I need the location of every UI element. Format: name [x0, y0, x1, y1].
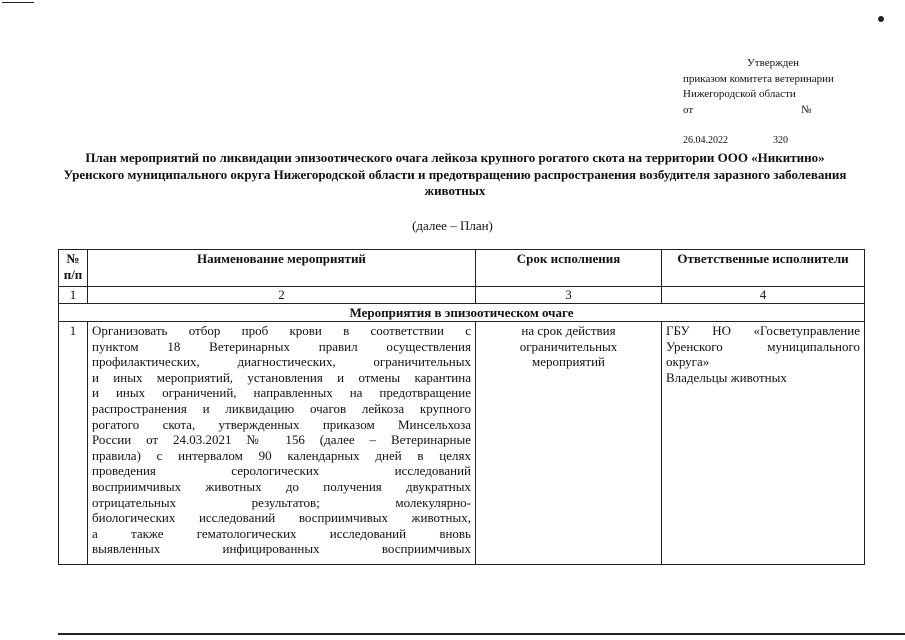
table-row	[59, 322, 865, 565]
scan-mark-top-right	[878, 16, 884, 22]
name-line: профилактических, диагностических, ограничительных	[92, 354, 471, 370]
table-header-row	[59, 250, 865, 287]
header-responsible: Ответственные исполнители	[662, 250, 865, 287]
name-line: а также гематологических исследований вновь	[92, 525, 471, 541]
approval-from-label: от	[683, 103, 694, 116]
name-line: восприимчивых животных до получения двукратных	[92, 478, 471, 494]
responsible-line: ГБУ НО «Госветуправление	[666, 323, 860, 338]
column-number: 1	[59, 287, 88, 304]
scan-bottom-edge	[58, 633, 905, 635]
scan-mark-top-left	[2, 2, 34, 3]
name-line: России от 24.03.2021 № 156 (далее – Ветеринарные	[92, 432, 471, 448]
name-line: проведения серологических исследований	[92, 463, 471, 479]
approval-date: 26.04.2022	[683, 135, 728, 146]
approval-number-label: №	[801, 103, 812, 116]
term-line: на срок действия	[521, 323, 616, 338]
row-responsible-cell	[662, 322, 865, 565]
header-term: Срок исполнения	[476, 250, 662, 287]
name-line: и иных ограничений, направленных на предотвращение	[92, 385, 471, 401]
column-number: 4	[662, 287, 865, 304]
document-subtitle: (далее – План)	[412, 218, 493, 233]
approval-stamp	[683, 56, 834, 149]
header-name: Наименование мероприятий	[88, 250, 476, 287]
responsible-line: округа»	[666, 354, 710, 370]
name-line: правила) с интервалом 90 календарных дней в целях	[92, 447, 471, 463]
term-line: мероприятий	[532, 354, 605, 370]
header-num: № п/п	[59, 250, 88, 287]
row-name-cell	[88, 322, 476, 565]
approval-line-3: Нижегородской области	[683, 88, 796, 100]
name-line: Организовать отбор проб крови в соответствии с	[92, 323, 471, 338]
name-line: выявленных инфицированных восприимчивых	[92, 541, 471, 557]
responsible-line: Уренского муниципального	[666, 338, 860, 354]
column-number-row	[59, 287, 865, 304]
name-line: рогатого скота, утвержденных приказом Минсельхоза	[92, 416, 471, 432]
approval-line-1: Утвержден	[747, 57, 800, 69]
row-term-cell	[476, 322, 662, 565]
column-number: 3	[476, 287, 662, 304]
name-line: и иных мероприятий, установления и отмены карантина	[92, 369, 471, 385]
term-line: ограничительных	[519, 338, 618, 354]
responsible-line: Владельцы животных	[666, 369, 787, 385]
column-number: 2	[88, 287, 476, 304]
approval-line-2: приказом комитета ветеринарии	[683, 72, 834, 85]
section-title: Мероприятия в эпизоотическом очаге	[59, 304, 865, 322]
document-title: План мероприятий по ликвидации эпизоотического очага лейкоза крупного рогатого скота на территории ООО «Никитино» Уренского муниципального округа Нижегородской области и предотвращению распространения возбудителя заразного заболевания животных	[63, 150, 847, 198]
name-line: пунктом 18 Ветеринарных правил осуществления	[92, 338, 471, 354]
name-line: биологических исследований восприимчивых животных,	[92, 510, 471, 526]
name-line: распространения и ликвидацию очагов лейкоза крупного	[92, 400, 471, 416]
plan-table	[58, 249, 865, 565]
approval-number: 320	[773, 135, 788, 146]
row-number: 1	[59, 322, 88, 565]
section-row	[59, 304, 865, 322]
name-line: отрицательных результатов; молекулярно-	[92, 494, 471, 510]
